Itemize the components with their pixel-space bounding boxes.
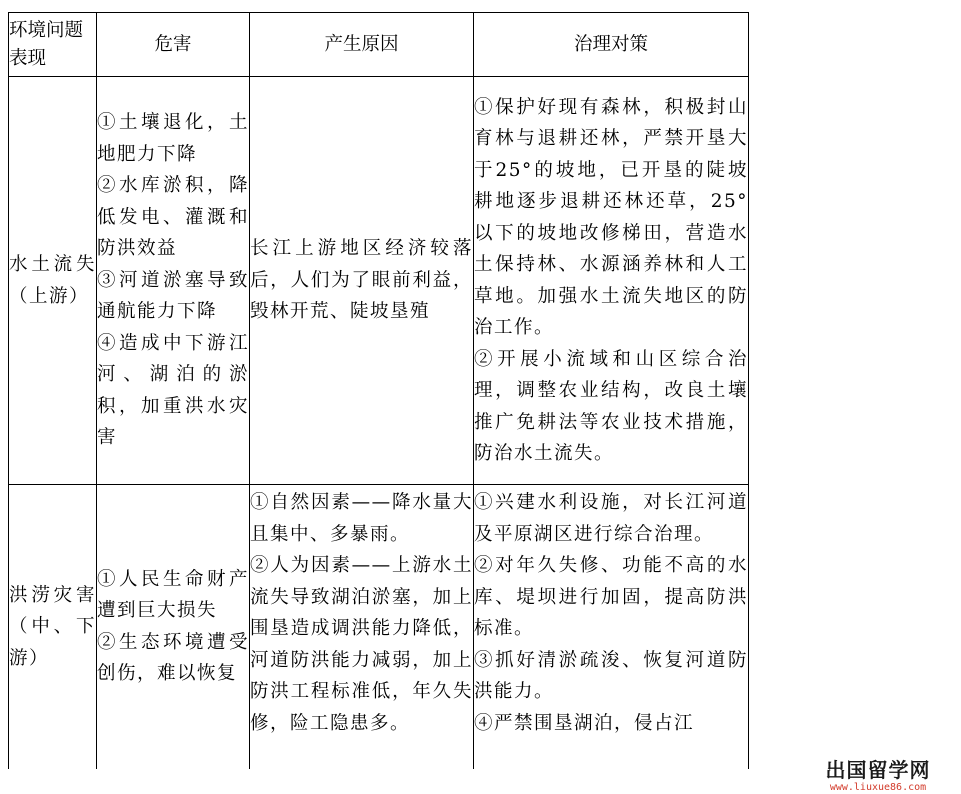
cause-item: 长江上游地区经济较落后，人们为了眼前利益，毁林开荒、陡坡垦殖 bbox=[250, 238, 473, 323]
watermark-name: 出国留学网 bbox=[825, 758, 931, 782]
harm-cell bbox=[97, 485, 250, 769]
site-watermark bbox=[808, 758, 948, 794]
header-measures: 治理对策 bbox=[474, 13, 749, 77]
measure-item: ③抓好清淤疏浚、恢复河道防洪能力。 bbox=[474, 649, 748, 702]
harm-item: ①人民生命财产遭到巨大损失 bbox=[97, 568, 249, 622]
harm-item: ③河道淤塞导致通航能力下降 bbox=[97, 269, 249, 323]
header-issue: 环境问题表现 bbox=[9, 13, 97, 77]
cause-cell bbox=[250, 485, 474, 769]
table-row bbox=[9, 77, 749, 485]
harm-item: ①土壤退化，土地肥力下降 bbox=[97, 112, 249, 165]
table-row bbox=[9, 485, 749, 769]
header-harm: 危害 bbox=[97, 13, 250, 77]
table-header-row bbox=[9, 13, 749, 77]
cause-cell bbox=[250, 77, 474, 485]
harm-cell bbox=[97, 77, 250, 485]
cause-item: ①自然因素——降水量大且集中、多暴雨。 bbox=[250, 492, 473, 545]
measure-item: ①保护好现有森林，积极封山育林与退耕还林，严禁开垦大于25°的坡地，已开垦的陡坡耕地逐步退耕还林还草，25°以下的坡地改修梯田，营造水土保持林、水源涵养林和人工草地。加强水土流失地区的防治工作。 bbox=[474, 96, 748, 338]
measure-item: ①兴建水利设施，对长江河道及平原湖区进行综合治理。 bbox=[474, 492, 748, 545]
issue-cell: 洪涝灾害（中、下游） bbox=[9, 485, 97, 769]
environment-issues-table bbox=[8, 12, 749, 769]
harm-item: ②水库淤积，降低发电、灌溉和防洪效益 bbox=[97, 175, 249, 260]
measures-cell bbox=[474, 77, 749, 485]
cause-item: ②人为因素——上游水土流失导致湖泊淤塞，加上围垦造成调洪能力降低，河道防洪能力减弱，加上防洪工程标准低，年久失修，险工隐患多。 bbox=[250, 555, 473, 734]
harm-item: ④造成中下游江河、湖泊的淤积，加重洪水灾害 bbox=[97, 332, 249, 449]
measure-item: ④严禁围垦湖泊，侵占江 bbox=[474, 712, 695, 734]
harm-item: ②生态环境遭受创伤，难以恢复 bbox=[97, 631, 249, 685]
measure-item: ②开展小流域和山区综合治理，调整农业结构，改良土壤推广免耕法等农业技术措施，防治水土流失。 bbox=[474, 348, 748, 464]
measure-item: ②对年久失修、功能不高的水库、堤坝进行加固，提高防洪标准。 bbox=[474, 555, 748, 639]
watermark-url: www.liuxue86.com bbox=[829, 782, 927, 793]
measures-cell bbox=[474, 485, 749, 769]
issue-cell: 水土流失（上游） bbox=[9, 77, 97, 485]
header-cause: 产生原因 bbox=[250, 13, 474, 77]
